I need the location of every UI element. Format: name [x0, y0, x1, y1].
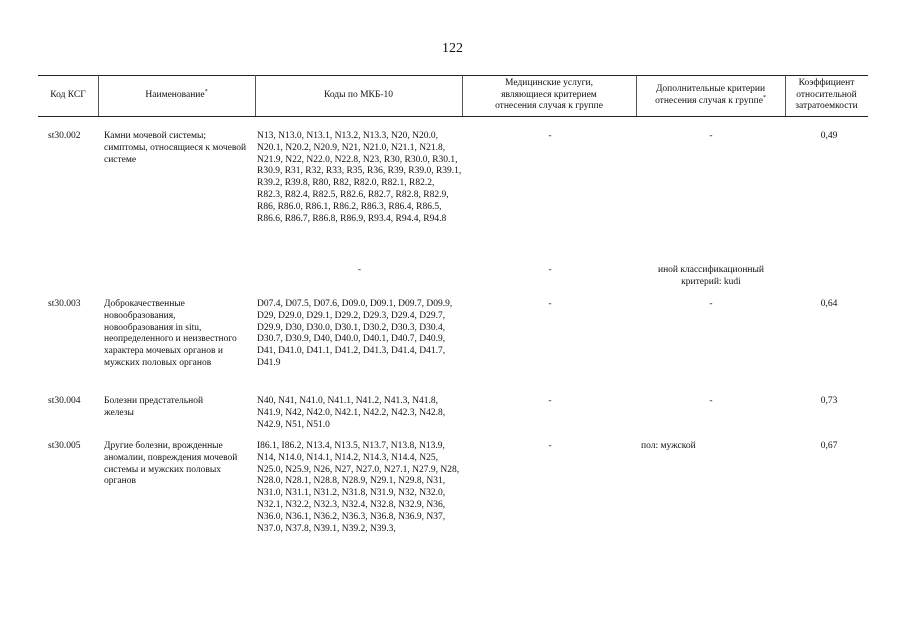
row-mkb-codes: N40, N41, N41.0, N41.1, N41.2, N41.3, N41.8, N41.9, N42, N42.0, N42.1, N42.2, N42.3, N42.8, N42.9, N51, N51.0 — [257, 396, 446, 430]
row-criteria: пол: мужской — [641, 441, 696, 451]
header-coefficient: Коэффициент относительной затратоемкости — [795, 78, 858, 112]
row-coefficient: 0,64 — [820, 299, 838, 309]
row-services: - — [548, 131, 552, 141]
row-code: st30.003 — [48, 299, 81, 309]
row-mkb-codes: N13, N13.0, N13.1, N13.2, N13.3, N20, N20.0, N20.1, N20.2, N20.9, N21, N21.0, N21.1, N21.8, N21.9, N22, N22.0, N22.8, N23, R30, R30.0, R30.1, R30.9, R31, R32, R33, R35, R36, R39, R39.0, R39.1, R39.2, R39.8, R80, R82, R82.0, R82.1, R82.2, R82.3, R82.4, R82.5, R82.6, R82.7, R82.8, R82.9, R86, R86.0, R86.1, R86.2, R86.3, R86.4, R86.5, R86.6, R86.7, R86.8, R86.9, R93.4, R94.4, R94.8 — [257, 131, 462, 224]
header-mkb: Коды по МКБ-10 — [323, 89, 394, 100]
page-number: 122 — [442, 41, 463, 56]
row-services: - — [548, 441, 552, 451]
row-criteria: - — [709, 396, 713, 406]
row-coefficient: 0,49 — [820, 131, 838, 141]
header-bottom-rule — [38, 116, 868, 117]
header-services: Медицинские услуги, являющиеся критерием отнесения случая к группе — [495, 78, 603, 112]
row-criteria: - — [709, 131, 713, 141]
row-services: - — [548, 265, 552, 275]
row-services: - — [548, 299, 552, 309]
row-name: Болезни предстательной железы — [104, 396, 204, 418]
row-code: st30.002 — [48, 131, 81, 141]
row-mkb-codes: I86.1, I86.2, N13.4, N13.5, N13.7, N13.8, N13.9, N14, N14.0, N14.1, N14.2, N14.3, N14.4, N25, N25.0, N25.9, N26, N27, N27.0, N27.1, N27.9, N28, N28.0, N28.1, N28.8, N28.9, N29.1, N29.8, N31, N31.0, N31.1, N31.2, N31.8, N31.9, N32, N32.0, N32.1, N32.2, N32.3, N32.4, N32.8, N32.9, N36, N36.0, N36.1, N36.2, N36.3, N36.8, N36.9, N37, N37.0, N37.8, N39.1, N39.2, N39.3, — [257, 441, 460, 534]
row-name: Доброкачественные новообразования, новообразования in situ, неопределенного и неизвестного характера мочевых органов и мужских половых органов — [104, 299, 237, 368]
row-coefficient: 0,73 — [820, 396, 838, 406]
row-criteria: иной классификационный критерий: kudi — [658, 265, 764, 287]
row-coefficient: 0,67 — [820, 441, 838, 451]
header-criteria: Дополнительные критерии отнесения случая к группе* — [655, 84, 766, 106]
header-name: Наименование* — [145, 88, 208, 100]
row-mkb-codes: - — [357, 265, 362, 275]
row-name: Другие болезни, врожденные аномалии, повреждения мочевой системы и мужских половых органов — [104, 441, 238, 487]
header-code: Код КСГ — [50, 89, 86, 100]
row-criteria: - — [709, 299, 713, 309]
footnote-mark: * — [204, 88, 208, 95]
row-code: st30.004 — [48, 396, 81, 406]
row-services: - — [548, 396, 552, 406]
row-mkb-codes: D07.4, D07.5, D07.6, D09.0, D09.1, D09.7, D09.9, D29, D29.0, D29.1, D29.2, D29.3, D29.4, D29.7, D29.9, D30, D30.0, D30.1, D30.2, D30.3, D30.4, D30.7, D30.9, D40, D40.0, D40.1, D40.7, D40.9, D41, D41.0, D41.1, D41.2, D41.3, D41.4, D41.7, D41.9 — [257, 299, 453, 368]
row-name: Камни мочевой системы; симптомы, относящиеся к мочевой системе — [104, 131, 247, 165]
row-code: st30.005 — [48, 441, 81, 451]
